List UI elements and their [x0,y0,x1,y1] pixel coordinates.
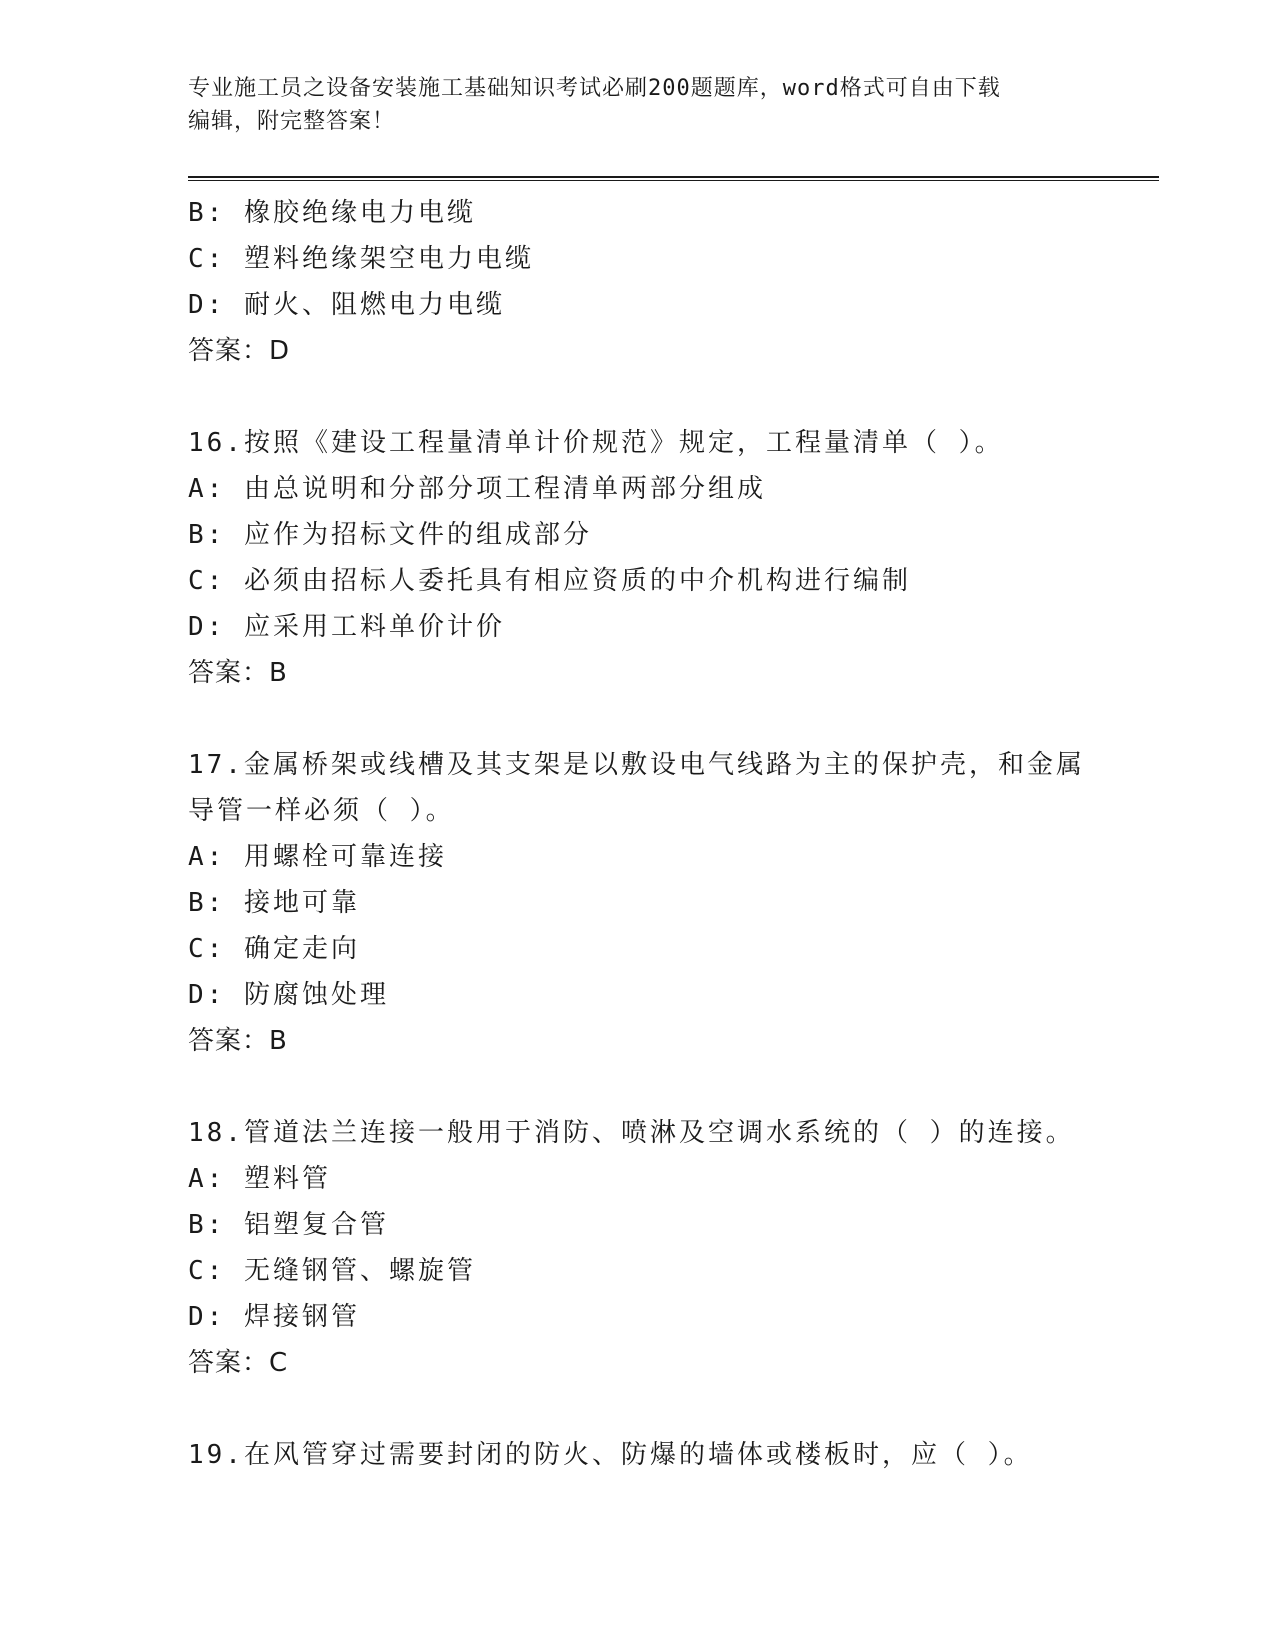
option-c: C: 塑料绝缘架空电力电缆 [188,244,534,274]
option-a: A: 由总说明和分部分项工程清单两部分组成 [188,474,766,504]
question-spacer [188,1064,1088,1110]
question-block-19 [188,1432,1088,1478]
question-spacer [188,374,1088,420]
answer-line: 答案：B [188,1026,288,1056]
question-stem: 16.按照《建设工程量清单计价规范》规定，工程量清单（ ）。 [188,428,1004,458]
question-block-15 [188,190,1088,374]
option-a: A: 用螺栓可靠连接 [188,842,447,872]
question-block-17 [188,742,1088,1064]
option-c: C: 必须由招标人委托具有相应资质的中介机构进行编制 [188,566,911,596]
option-d: D: 防腐蚀处理 [188,980,389,1010]
answer-line: 答案：D [188,336,291,366]
question-block-18 [188,1110,1088,1386]
answer-line: 答案：B [188,658,288,688]
question-list [188,190,1088,1478]
answer-line: 答案：C [188,1348,289,1378]
header-divider [188,176,1159,181]
option-b: B: 橡胶绝缘电力电缆 [188,198,476,228]
option-d: D: 应采用工料单价计价 [188,612,505,642]
option-b: B: 应作为招标文件的组成部分 [188,520,592,550]
question-stem-line-1: 17.金属桥架或线槽及其支架是以敷设电气线路为主的保护壳，和金属 [188,750,1085,780]
question-stem-line-2: 导管一样必须（ ）。 [188,796,455,826]
option-d: D: 焊接钢管 [188,1302,360,1332]
document-header [188,72,1088,138]
option-b: B: 接地可靠 [188,888,360,918]
option-c: C: 确定走向 [188,934,360,964]
question-stem: 18.管道法兰连接一般用于消防、喷淋及空调水系统的（ ）的连接。 [188,1118,1075,1148]
question-block-16 [188,420,1088,696]
question-spacer [188,696,1088,742]
header-title-line-2: 编辑，附完整答案！ [188,109,396,134]
header-title-line-1: 专业施工员之设备安装施工基础知识考试必刷200题题库，word格式可自由下载 [188,76,1001,101]
option-d: D: 耐火、阻燃电力电缆 [188,290,505,320]
question-spacer [188,1386,1088,1432]
question-stem: 19.在风管穿过需要封闭的防火、防爆的墙体或楼板时，应（ ）。 [188,1440,1033,1470]
option-b: B: 铝塑复合管 [188,1210,389,1240]
option-a: A: 塑料管 [188,1164,331,1194]
option-c: C: 无缝钢管、螺旋管 [188,1256,476,1286]
